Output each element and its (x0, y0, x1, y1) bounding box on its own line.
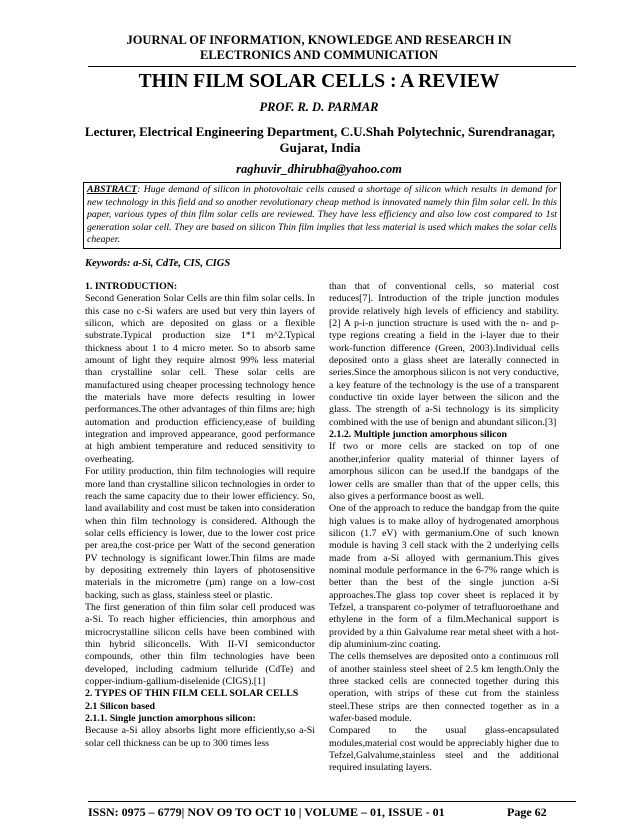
affiliation-line1: Lecturer, Electrical Engineering Department, C.U.Shah Polytechnic, Surendranagar, (84, 124, 556, 139)
journal-name-line2: ELECTRONICS AND COMMUNICATION (200, 48, 438, 62)
footer-issn: ISSN: 0975 – 6779| NOV O9 TO OCT 10 | VOLUME – 01, ISSUE - 01 (88, 805, 445, 819)
affiliation-line2: Gujarat, India (279, 140, 361, 155)
keywords: Keywords: a-Si, CdTe, CIS, CIGS (85, 258, 231, 269)
paragraph: The cells themselves are deposited onto a continuous roll of another stainless steel sheet of 2.5 km length.Only the three stacked cells are connected together during this operation, with strips of these cut from the stainless steel.These strips are then connected together as in a wafer-based module. (329, 651, 559, 725)
author-name: PROF. R. D. PARMAR (259, 100, 379, 114)
paragraph: Compared to the usual glass-encapsulated modules,material cost would be appreciably higher due to Tefzel,Galvalume,stainless steel and the additional required insulating layers. (329, 725, 559, 774)
paragraph: than that of conventional cells, so material cost reduces[7]. Introduction of the triple junction modules provide relatively high levels of efficiency and stability.[2] A p-i-n junction structure is used with the n- and p-type regions creating a field in the i-layer due to their work-function difference (Green, 2003).Individual cells deposited onto a glass sheet are laterally connected in series.Since the amorphous silicon is not very conductive, a key feature of the technology is the use of a transparent conductive tin oxide layer between the silicon and the glass. The strength of a-Si technology is its simplicity combined with the use of benign and abundant silicon.[3] (329, 281, 559, 428)
paper-title: THIN FILM SOLAR CELLS : A REVIEW (138, 71, 500, 92)
paragraph: One of the approach to reduce the bandgap from the quite high values is to make alloy of hydrogenated amorphous silicon (1.7 eV) with germanium.One of such known module is having 3 cell stack with the 2 underlying cells made from a-Si alloyed with germanium.This gives nominal module performance in the 6-7% range which is better than the best of the single junction a-Si approaches.The glass top cover sheet is replaced it by Tefzel, a transparent co-polymer of tetrafluoroethane and ethylene in the form of a film.Mechanical support is provided by a thin Galvalume rear metal sheet with a hot-dip aluminium-zinc coating. (329, 503, 559, 650)
journal-name-line1: JOURNAL OF INFORMATION, KNOWLEDGE AND RESEARCH IN (126, 33, 512, 47)
page-number: Page 62 (507, 805, 547, 819)
header-rule (88, 66, 576, 67)
abstract-box (83, 182, 561, 249)
author-affiliation (70, 124, 570, 156)
abstract-label: ABSTRACT (87, 184, 138, 195)
paragraph: If two or more cells are stacked on top of one another,inferior quality material of thinner layers of amorphous silicon can be used.If the bandgaps of the lower cells are smaller than that of the upper cells, this also gives a performance boost as well. (329, 441, 559, 502)
journal-header (0, 33, 638, 63)
section-heading-types: 2. TYPES OF THIN FILM CELL SOLAR CELLS (85, 688, 299, 700)
right-column (329, 281, 559, 775)
abstract-text: : Huge demand of silicon in photovoltaic cells caused a shortage of silicon which results in demand for new technology in this field and so another revolutionary cheap method is innovated namely thin film solar cell. In this paper, various types of thin film solar cells are reviewed. They have less efficiency and also low cost compared to 1st generation solar cell. They are based on silicon Thin film implies that less material is used which makes the solar cells cheaper. (87, 184, 557, 246)
paragraph: Second Generation Solar Cells are thin film solar cells. In this case no c-Si wafers are used but very thin layers of silicon, which are deposited on glass or a flexible substrate.Typical production size 1*1 m^2.Typical thickness about 1 to 4 micro meter. So to absorb same amount of light they require almost 99% less material than crystalline solar cell. These solar cells are manufactured using cheaper processing technology hence the materials have more defects resulting in lower performances.The other advantages of thin films are; high automation and production efficiency,ease of building integration and improved appearance, good performance at high ambient temperature and reduced sensitivity to overheating. (85, 293, 315, 465)
section-heading-introduction: 1. INTRODUCTION: (85, 281, 178, 292)
subsection-heading-multiple-junction: 2.1.2. Multiple junction amorphous silicon (329, 429, 508, 441)
left-column (85, 281, 315, 750)
paragraph: The first generation of thin film solar cell produced was a-Si. To reach higher efficiencies, thin amorphous and microcrystalline silicon cells have been combined with thin hybrid siliconcells. With II-VI semiconductor compounds, other thin film technologies have been developed, including cadmium telluride (CdTe) and copper-indium-gallium-diselenide (CIGS).[1] (85, 601, 315, 687)
paragraph: Because a-Si alloy absorbs light more efficiently,so a-Si solar cell thickness can be up to 300 times less (85, 725, 315, 749)
footer-rule (88, 801, 576, 802)
paragraph: For utility production, thin film technologies will require more land than crystalline silicon technologies in order to reach the same capacity due to their lower efficiency. So, land availability and cost must be taken into consideration when thin film technology is considered. Although the solar cells efficiency is lower, due to the lower cost price per area,the cost-price per Watt of the second generation PV technology is significant lower.Thin films are made by depositing extremely thin layers of photosensitive materials in the micrometre (µm) range on a low-cost backing, such as glass, stainless steel or plastic. (85, 466, 315, 601)
subsection-heading-silicon: 2.1 Silicon based (85, 700, 155, 712)
author-email: raghuvir_dhirubha@yahoo.com (236, 162, 402, 176)
subsection-heading-single-junction: 2.1.1. Single junction amorphous silicon: (85, 713, 256, 725)
